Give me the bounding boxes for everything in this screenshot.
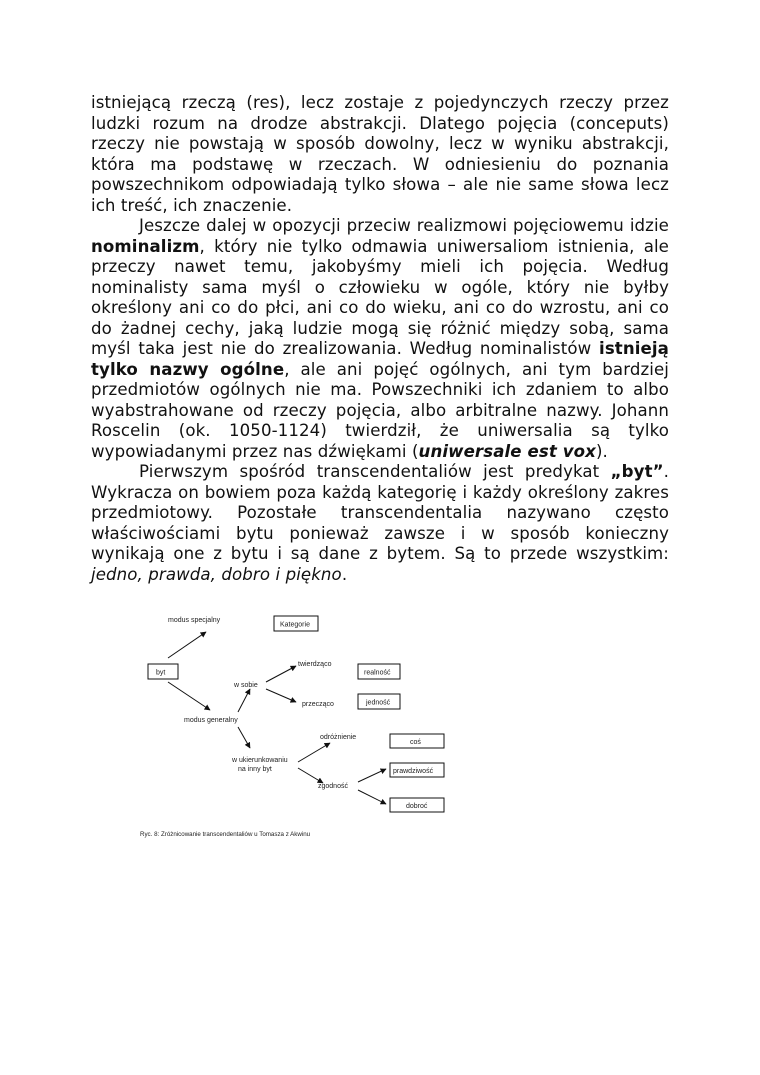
edge-generalny-w-sobie	[238, 689, 250, 712]
edge-byt-modus-specjalny	[168, 632, 206, 658]
edge-zgodnosc-dobroc	[358, 790, 386, 804]
edge-ukierunkowanie-zgodnosc	[298, 768, 323, 783]
label-na-inny-byt: na inny byt	[238, 766, 272, 773]
paragraph-2	[91, 216, 669, 462]
label-modus-generalny: modus generalny	[184, 717, 238, 724]
p3-text-c: . Wykracza on bowiem poza każdą kategorię i każdy określony zakres przedmiotowy. Pozostałe transcendentalia nazywano często właściwościami bytu ponieważ zawsze i w sposób konieczny wynikają one z bytu i są dane z bytem. Są to przede wszystkim:	[91, 462, 669, 563]
p2-text-e: , ale ani pojęć ogólnych, ani tym bardziej przedmiotów ogólnych nie ma. Powszechniki ich zdaniem to albo wyabstrahowane od rzeczy pojęcia, albo arbitralne nazwy. Johann Roscelin (ok. 1050-1124) twierdził, że uniwersalia są tylko wypowiadanymi przez nas dźwiękami (	[91, 359, 669, 461]
term-nominalizm: nominalizm	[91, 236, 200, 256]
edge-w-sobie-twierdzaco	[266, 666, 296, 682]
edge-generalny-w-ukierunkowaniu	[238, 727, 250, 748]
p2-text-a: Jeszcze dalej w opozycji przeciw realizmowi pojęciowemu idzie	[139, 216, 669, 235]
label-dobroc: dobroć	[406, 803, 428, 810]
edge-ukierunkowanie-odroznienie	[298, 743, 330, 762]
label-kategorie: Kategorie	[280, 621, 310, 629]
label-byt: byt	[156, 669, 166, 677]
label-jednosc: jedność	[366, 699, 391, 707]
label-w-sobie: w sobie	[234, 682, 258, 689]
paragraph-1: istniejącą rzeczą (res), lecz zostaje z pojedynczych rzeczy przez ludzki rozum na drodze abstrakcji. Dlatego pojęcia (conceputs) rzeczy nie powstają w sposób dowolny, lecz w wyniku abstrakcji, która ma podstawę w rzeczach. W odniesieniu do poznania powszechnikom odpowiadają tylko słowa – ale nie same słowa lecz ich treść, ich znaczenie.	[91, 93, 669, 215]
label-prawdziwosc: prawdziwość	[393, 768, 434, 775]
label-odroznienie: odróżnienie	[320, 734, 357, 741]
p3-text-a: Pierwszym spośród transcendentaliów jest predykat	[139, 462, 611, 481]
label-przeczaco: przecząco	[302, 701, 334, 708]
edge-w-sobie-przeczaco	[266, 689, 296, 702]
p2-text-c: , który nie tylko odmawia uniwersaliom istnienia, ale przeczy nawet temu, jakobyśmy mieli ich pojęcia. Według nominalisty sama myśl o człowieku w ogóle, który nie byłby określony ani co do płci, ani co do wieku, ani co do wzrostu, ani co do żadnej cechy, jaką ludzie mogą się różnić między sobą, sama myśl taka jest nie do zrealizowania. Według nominalistów	[91, 236, 669, 358]
paragraph-3	[91, 462, 669, 585]
edge-zgodnosc-prawdziwosc	[358, 769, 386, 782]
figure-caption: Ryc. 8: Zróżnicowanie transcendentaliów u Tomasza z Akwinu	[140, 831, 311, 838]
label-twierdzaco: twierdząco	[298, 661, 332, 668]
label-cos: coś	[410, 739, 421, 746]
term-istnieja-tylko-nazwy: istnieją tylko nazwy ogólne	[91, 339, 669, 379]
label-zgodnosc: zgodność	[318, 783, 348, 790]
label-modus-specjalny: modus specjalny	[168, 617, 221, 624]
term-transcendentalia-list: jedno, prawda, dobro i piękno	[91, 564, 342, 584]
term-uniwersale-est-vox: uniwersale est vox	[418, 441, 596, 461]
label-realnosc: realność	[364, 669, 391, 677]
transcendentalia-diagram	[138, 606, 478, 846]
edge-byt-modus-generalny	[168, 682, 210, 710]
label-w-ukierunkowaniu: w ukierunkowaniu	[232, 757, 288, 764]
p3-text-e: .	[341, 564, 348, 584]
p2-text-g: ).	[595, 441, 608, 461]
body-text	[91, 93, 669, 585]
term-byt: „byt”	[610, 462, 664, 481]
